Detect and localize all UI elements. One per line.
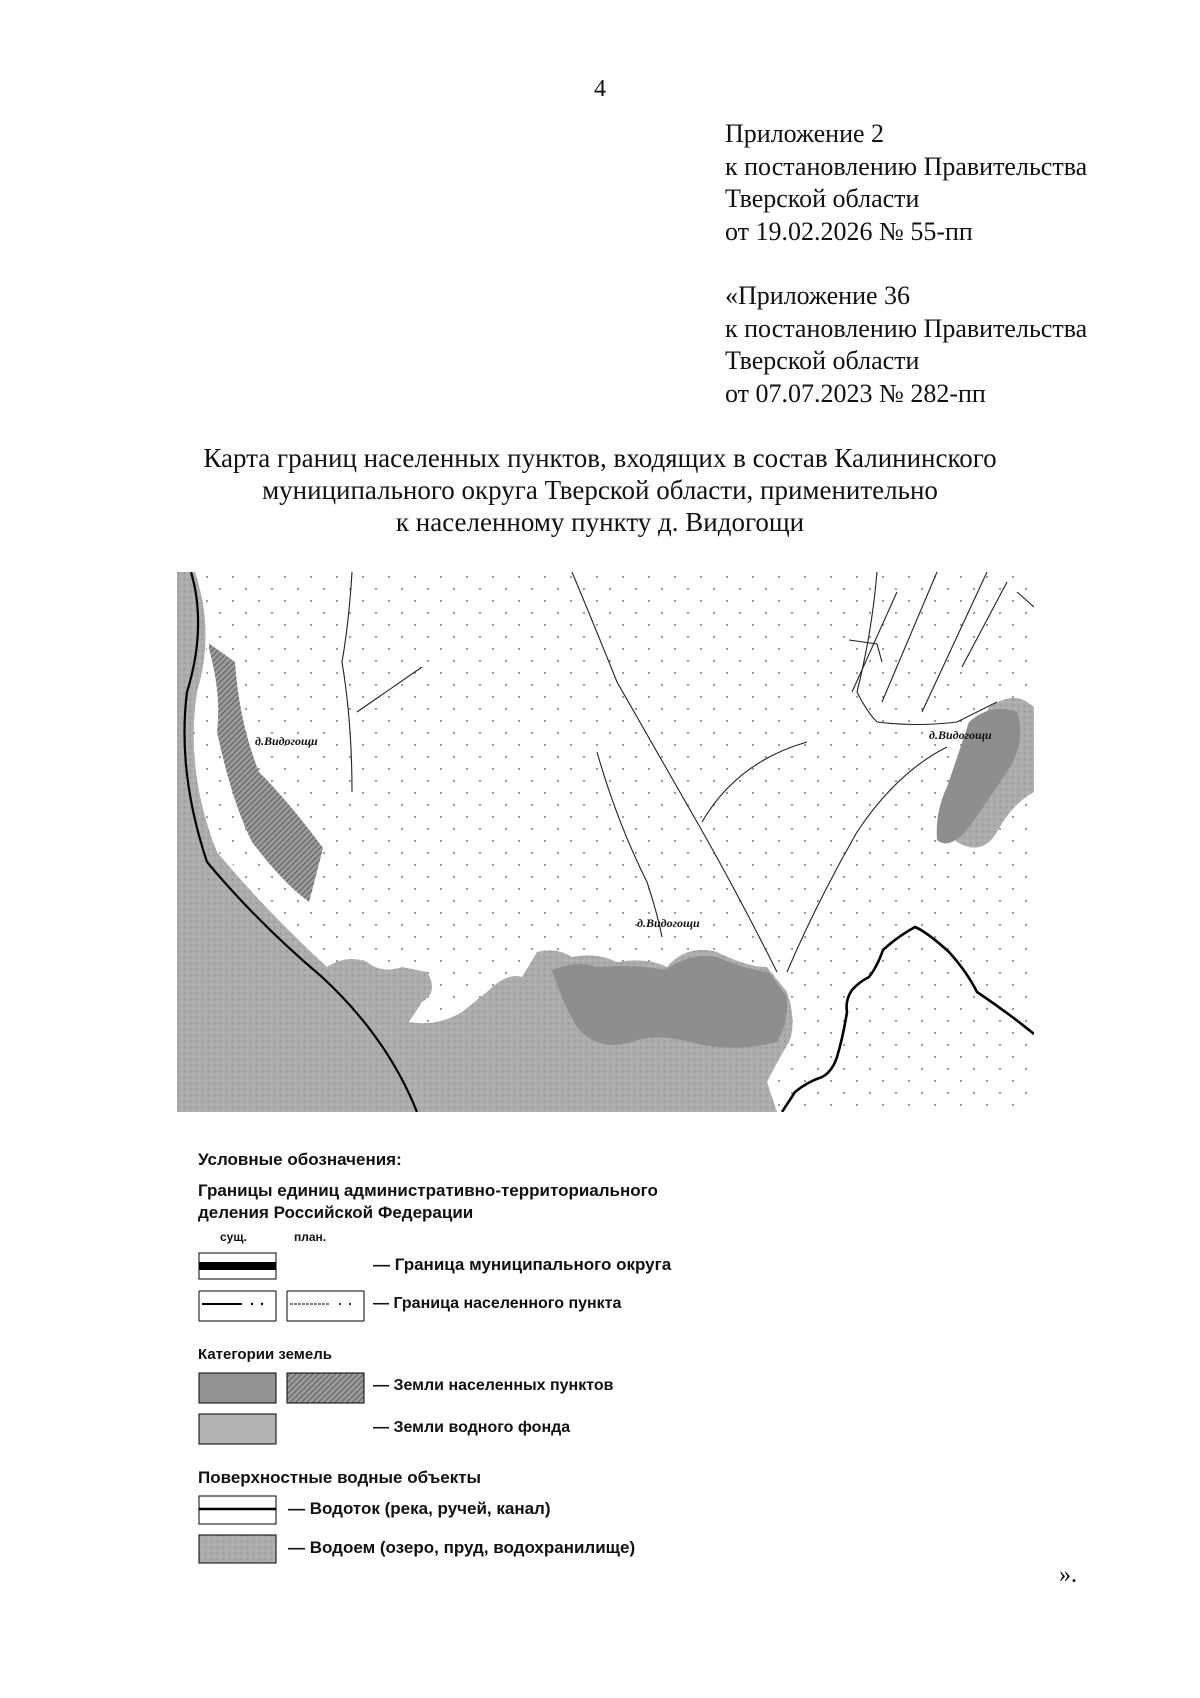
legend-row-watercourse — [198, 1495, 838, 1527]
legend-swatch-settlement-lands-planned — [286, 1372, 366, 1404]
legend-swatch-water-fund-lands — [198, 1413, 278, 1445]
legend-swatch-watercourse — [198, 1495, 278, 1525]
legend-heading: Условные обозначения: — [198, 1150, 402, 1169]
legend-row-settlement-lands — [198, 1372, 838, 1404]
legend-label: — Земли населенных пунктов — [373, 1377, 614, 1394]
appendix-line: «Приложение 36 — [725, 281, 911, 310]
appendix-line: Тверской области — [725, 346, 920, 375]
appendix-line: к постановлению Правительства — [725, 313, 1088, 343]
appendix-line: к постановлению Правительства — [725, 151, 1088, 181]
legend-swatch-settlement-boundary-existing — [198, 1290, 278, 1322]
settlement-land-bottom — [552, 956, 787, 1048]
boundary-map — [177, 572, 1034, 1112]
appendix-line: от 19.02.2026 № 55-пп — [725, 216, 973, 246]
title-line: к населенному пункту д. Видогощи — [395, 507, 805, 537]
legend-label: — Водоем (озеро, пруд, водохранилище) — [288, 1538, 636, 1557]
legend-label: — Граница населенного пункта — [373, 1295, 622, 1312]
appendix-reference-original — [725, 280, 1087, 410]
legend-label: — Граница муниципального округа — [373, 1255, 672, 1274]
legend-swatch-settlement-boundary-planned — [286, 1290, 366, 1322]
legend-admin-heading-line: деления Российской Федерации — [198, 1203, 474, 1222]
closing-quote-mark: ». — [1059, 1562, 1077, 1588]
legend-admin-heading — [198, 1180, 658, 1224]
legend-column-existing: сущ. — [220, 1230, 247, 1244]
map-label-settlement: д.Видогощи — [637, 916, 700, 930]
legend-admin-heading-line: Границы единиц административно-территориального — [198, 1181, 658, 1200]
legend-column-planned: план. — [294, 1230, 327, 1244]
legend-swatch-municipal-boundary — [198, 1252, 278, 1280]
legend-row-settlement-boundary — [198, 1290, 838, 1322]
legend-row-water-body — [198, 1534, 838, 1566]
appendix-line: от 07.07.2023 № 282-пп — [725, 378, 986, 408]
appendix-line: Тверской области — [725, 184, 920, 213]
document-title — [0, 442, 1200, 538]
title-line: Карта границ населенных пунктов, входящих в состав Калининского — [203, 443, 997, 473]
legend-swatch-settlement-lands-existing — [198, 1372, 278, 1404]
legend-land-heading: Категории земель — [198, 1346, 332, 1363]
legend-water-heading: Поверхностные водные объекты — [198, 1468, 482, 1487]
appendix-reference-current — [725, 118, 1087, 248]
title-line: муниципального округа Тверской области, применительно — [262, 475, 938, 505]
legend-label: — Водоток (река, ручей, канал) — [288, 1499, 551, 1518]
legend-swatch-water-body — [198, 1534, 278, 1564]
map-label-settlement: д.Видогощи — [255, 734, 318, 748]
appendix-line: Приложение 2 — [725, 119, 885, 148]
legend-row-municipal-boundary — [198, 1252, 838, 1284]
page-number: 4 — [594, 76, 606, 102]
legend-label: — Земли водного фонда — [373, 1419, 571, 1436]
map-label-settlement: д.Видогощи — [929, 728, 992, 742]
legend-row-water-fund-lands — [198, 1413, 838, 1445]
